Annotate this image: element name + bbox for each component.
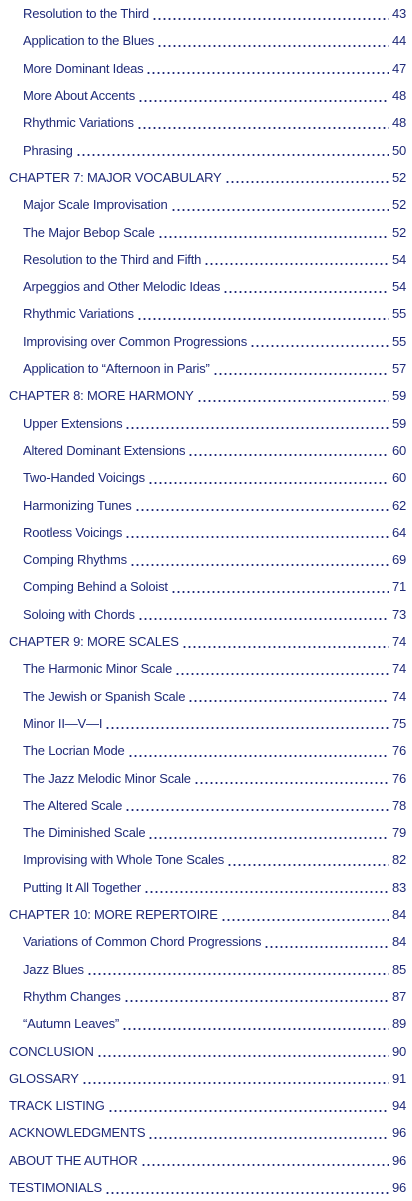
toc-chapter-entry[interactable] (0, 1147, 412, 1174)
dot-leader (76, 147, 389, 157)
dot-leader (171, 202, 389, 212)
toc-chapter-entry[interactable] (0, 1037, 412, 1064)
toc-entry-title: The Locrian Mode (23, 743, 125, 759)
toc-entry-title: Resolution to the Third and Fifth (23, 251, 202, 267)
toc-entry-title: CONCLUSION (9, 1043, 94, 1059)
toc-entry-title: Putting It All Together (23, 879, 142, 895)
toc-entry-page-number: 59 (391, 388, 406, 404)
toc-entry-title: Soloing with Chords (23, 606, 135, 622)
toc-entry-page-number: 84 (391, 934, 406, 950)
toc-section-entry[interactable] (0, 464, 412, 491)
dot-leader (197, 393, 389, 403)
toc-entry-page-number: 76 (391, 770, 406, 786)
dot-leader (250, 338, 389, 348)
toc-entry-title: Upper Extensions (23, 415, 123, 431)
dot-leader (157, 38, 389, 48)
toc-entry-page-number: 60 (391, 470, 406, 486)
toc-section-entry[interactable] (0, 655, 412, 682)
dot-leader (138, 611, 389, 621)
toc-entry-page-number: 89 (391, 1016, 406, 1032)
toc-entry-page-number: 62 (391, 497, 406, 513)
toc-entry-page-number: 90 (391, 1043, 406, 1059)
toc-section-entry[interactable] (0, 82, 412, 109)
toc-entry-title: Minor II—V—I (23, 715, 103, 731)
toc-section-entry[interactable] (0, 1010, 412, 1037)
toc-section-entry[interactable] (0, 191, 412, 218)
toc-section-entry[interactable] (0, 737, 412, 764)
toc-section-entry[interactable] (0, 874, 412, 901)
toc-entry-page-number: 85 (391, 961, 406, 977)
toc-entry-title: Rootless Voicings (23, 524, 123, 540)
toc-section-entry[interactable] (0, 328, 412, 355)
toc-entry-title: TESTIMONIALS (9, 1180, 102, 1196)
toc-entry-page-number: 64 (391, 524, 406, 540)
toc-chapter-entry[interactable] (0, 1065, 412, 1092)
toc-section-entry[interactable] (0, 300, 412, 327)
toc-section-entry[interactable] (0, 819, 412, 846)
toc-entry-page-number: 74 (391, 661, 406, 677)
toc-entry-page-number: 54 (391, 251, 406, 267)
toc-entry-title: CHAPTER 7: MAJOR VOCABULARY (9, 169, 222, 185)
toc-entry-title: The Diminished Scale (23, 825, 146, 841)
toc-chapter-entry[interactable] (0, 628, 412, 655)
dot-leader (204, 256, 389, 266)
dot-leader (264, 939, 389, 949)
toc-entry-page-number: 48 (391, 88, 406, 104)
toc-entry-page-number: 57 (391, 361, 406, 377)
dot-leader (175, 666, 389, 676)
toc-entry-title: Rhythm Changes (23, 988, 121, 1004)
toc-section-entry[interactable] (0, 546, 412, 573)
dot-leader (105, 1185, 389, 1195)
toc-entry-title: Two-Handed Voicings (23, 470, 145, 486)
dot-leader (213, 366, 389, 376)
toc-entry-title: CHAPTER 9: MORE SCALES (9, 634, 179, 650)
toc-entry-title: CHAPTER 8: MORE HARMONY (9, 388, 194, 404)
toc-entry-page-number: 44 (391, 33, 406, 49)
toc-entry-title: Comping Rhythms (23, 552, 127, 568)
toc-entry-page-number: 55 (391, 306, 406, 322)
dot-leader (125, 420, 389, 430)
toc-entry-title: The Altered Scale (23, 797, 123, 813)
toc-entry-page-number: 79 (391, 825, 406, 841)
toc-entry-title: Resolution to the Third (23, 6, 149, 22)
toc-entry-title: The Jazz Melodic Minor Scale (23, 770, 191, 786)
toc-entry-page-number: 91 (391, 1070, 406, 1086)
toc-section-entry[interactable] (0, 573, 412, 600)
toc-section-entry[interactable] (0, 355, 412, 382)
toc-entry-page-number: 96 (391, 1125, 406, 1141)
toc-entry-page-number: 82 (391, 852, 406, 868)
toc-entry-page-number: 69 (391, 552, 406, 568)
toc-chapter-entry[interactable] (0, 1092, 412, 1119)
toc-entry-title: Improvising over Common Progressions (23, 333, 247, 349)
dot-leader (225, 174, 389, 184)
toc-section-entry[interactable] (0, 55, 412, 82)
toc-entry-page-number: 78 (391, 797, 406, 813)
toc-section-entry[interactable] (0, 983, 412, 1010)
dot-leader (182, 639, 389, 649)
toc-section-entry[interactable] (0, 956, 412, 983)
toc-entry-page-number: 74 (391, 634, 406, 650)
toc-entry-page-number: 74 (391, 688, 406, 704)
dot-leader (87, 966, 389, 976)
toc-section-entry[interactable] (0, 0, 412, 27)
toc-entry-page-number: 54 (391, 279, 406, 295)
toc-entry-title: ACKNOWLEDGMENTS (9, 1125, 146, 1141)
dot-leader (194, 775, 389, 785)
toc-section-entry[interactable] (0, 928, 412, 955)
toc-section-entry[interactable] (0, 273, 412, 300)
toc-entry-title: CHAPTER 10: MORE REPERTOIRE (9, 907, 218, 923)
toc-entry-title: Jazz Blues (23, 961, 84, 977)
toc-chapter-entry[interactable] (0, 382, 412, 409)
dot-leader (148, 830, 388, 840)
toc-entry-title: Application to “Afternoon in Paris” (23, 361, 210, 377)
dot-leader (148, 1130, 389, 1140)
dot-leader (128, 748, 389, 758)
toc-entry-page-number: 71 (391, 579, 406, 595)
toc-section-entry[interactable] (0, 410, 412, 437)
toc-entry-page-number: 75 (391, 715, 406, 731)
dot-leader (125, 529, 389, 539)
dot-leader (124, 993, 389, 1003)
dot-leader (125, 802, 389, 812)
toc-entry-title: “Autumn Leaves” (23, 1016, 119, 1032)
toc-entry-page-number: 48 (391, 115, 406, 131)
toc-entry-title: Arpeggios and Other Melodic Ideas (23, 279, 221, 295)
toc-entry-title: Improvising with Whole Tone Scales (23, 852, 225, 868)
toc-entry-title: The Major Bebop Scale (23, 224, 155, 240)
toc-entry-page-number: 96 (391, 1180, 406, 1196)
toc-entry-title: More About Accents (23, 88, 136, 104)
dot-leader (146, 65, 388, 75)
dot-leader (221, 912, 389, 922)
toc-entry-page-number: 96 (391, 1152, 406, 1168)
dot-leader (97, 1048, 389, 1058)
toc-entry-title: Application to the Blues (23, 33, 155, 49)
dot-leader (82, 1075, 389, 1085)
toc-entry-title: TRACK LISTING (9, 1098, 105, 1114)
toc-entry-page-number: 84 (391, 907, 406, 923)
toc-section-entry[interactable] (0, 27, 412, 54)
dot-leader (137, 311, 389, 321)
toc-section-entry[interactable] (0, 137, 412, 164)
dot-leader (137, 120, 389, 130)
toc-section-entry[interactable] (0, 792, 412, 819)
dot-leader (227, 857, 389, 867)
toc-section-entry[interactable] (0, 109, 412, 136)
toc-entry-title: ABOUT THE AUTHOR (9, 1152, 138, 1168)
toc-section-entry[interactable] (0, 710, 412, 737)
toc-section-entry[interactable] (0, 764, 412, 791)
toc-entry-title: The Jewish or Spanish Scale (23, 688, 186, 704)
dot-leader (138, 93, 389, 103)
toc-section-entry[interactable] (0, 437, 412, 464)
toc-entry-page-number: 83 (391, 879, 406, 895)
dot-leader (105, 720, 389, 730)
toc-entry-title: Rhythmic Variations (23, 115, 134, 131)
dot-leader (148, 475, 389, 485)
toc-entry-page-number: 55 (391, 333, 406, 349)
toc-entry-page-number: 52 (391, 169, 406, 185)
dot-leader (135, 502, 389, 512)
dot-leader (122, 1021, 389, 1031)
toc-entry-title: Phrasing (23, 142, 73, 158)
dot-leader (108, 1103, 389, 1113)
toc-entry-page-number: 43 (391, 6, 406, 22)
toc-entry-title: GLOSSARY (9, 1070, 79, 1086)
dot-leader (171, 584, 389, 594)
toc-section-entry[interactable] (0, 218, 412, 245)
toc-entry-title: Harmonizing Tunes (23, 497, 132, 513)
toc-entry-title: Comping Behind a Soloist (23, 579, 168, 595)
toc-section-entry[interactable] (0, 491, 412, 518)
toc-entry-page-number: 50 (391, 142, 406, 158)
dot-leader (152, 11, 389, 21)
dot-leader (130, 557, 389, 567)
toc-entry-page-number: 87 (391, 988, 406, 1004)
dot-leader (188, 447, 389, 457)
dot-leader (141, 1157, 389, 1167)
toc-chapter-entry[interactable] (0, 164, 412, 191)
toc-entry-title: Major Scale Improvisation (23, 197, 168, 213)
dot-leader (223, 284, 389, 294)
toc-entry-page-number: 59 (391, 415, 406, 431)
toc-section-entry[interactable] (0, 519, 412, 546)
toc-entry-title: Altered Dominant Extensions (23, 442, 186, 458)
dot-leader (144, 884, 389, 894)
toc-entry-page-number: 52 (391, 197, 406, 213)
toc-chapter-entry[interactable] (0, 901, 412, 928)
toc-entry-page-number: 73 (391, 606, 406, 622)
toc-entry-title: The Harmonic Minor Scale (23, 661, 173, 677)
toc-chapter-entry[interactable] (0, 1174, 412, 1201)
toc-section-entry[interactable] (0, 601, 412, 628)
toc-entry-page-number: 60 (391, 442, 406, 458)
toc-chapter-entry[interactable] (0, 1119, 412, 1146)
toc-entry-page-number: 76 (391, 743, 406, 759)
toc-section-entry[interactable] (0, 846, 412, 873)
toc-section-entry[interactable] (0, 683, 412, 710)
toc-section-entry[interactable] (0, 246, 412, 273)
toc-entry-page-number: 52 (391, 224, 406, 240)
toc-entry-page-number: 47 (391, 60, 406, 76)
dot-leader (158, 229, 389, 239)
dot-leader (188, 693, 389, 703)
toc-entry-title: More Dominant Ideas (23, 60, 144, 76)
toc-entry-title: Variations of Common Chord Progressions (23, 934, 262, 950)
toc-entry-title: Rhythmic Variations (23, 306, 134, 322)
toc-entry-page-number: 94 (391, 1098, 406, 1114)
